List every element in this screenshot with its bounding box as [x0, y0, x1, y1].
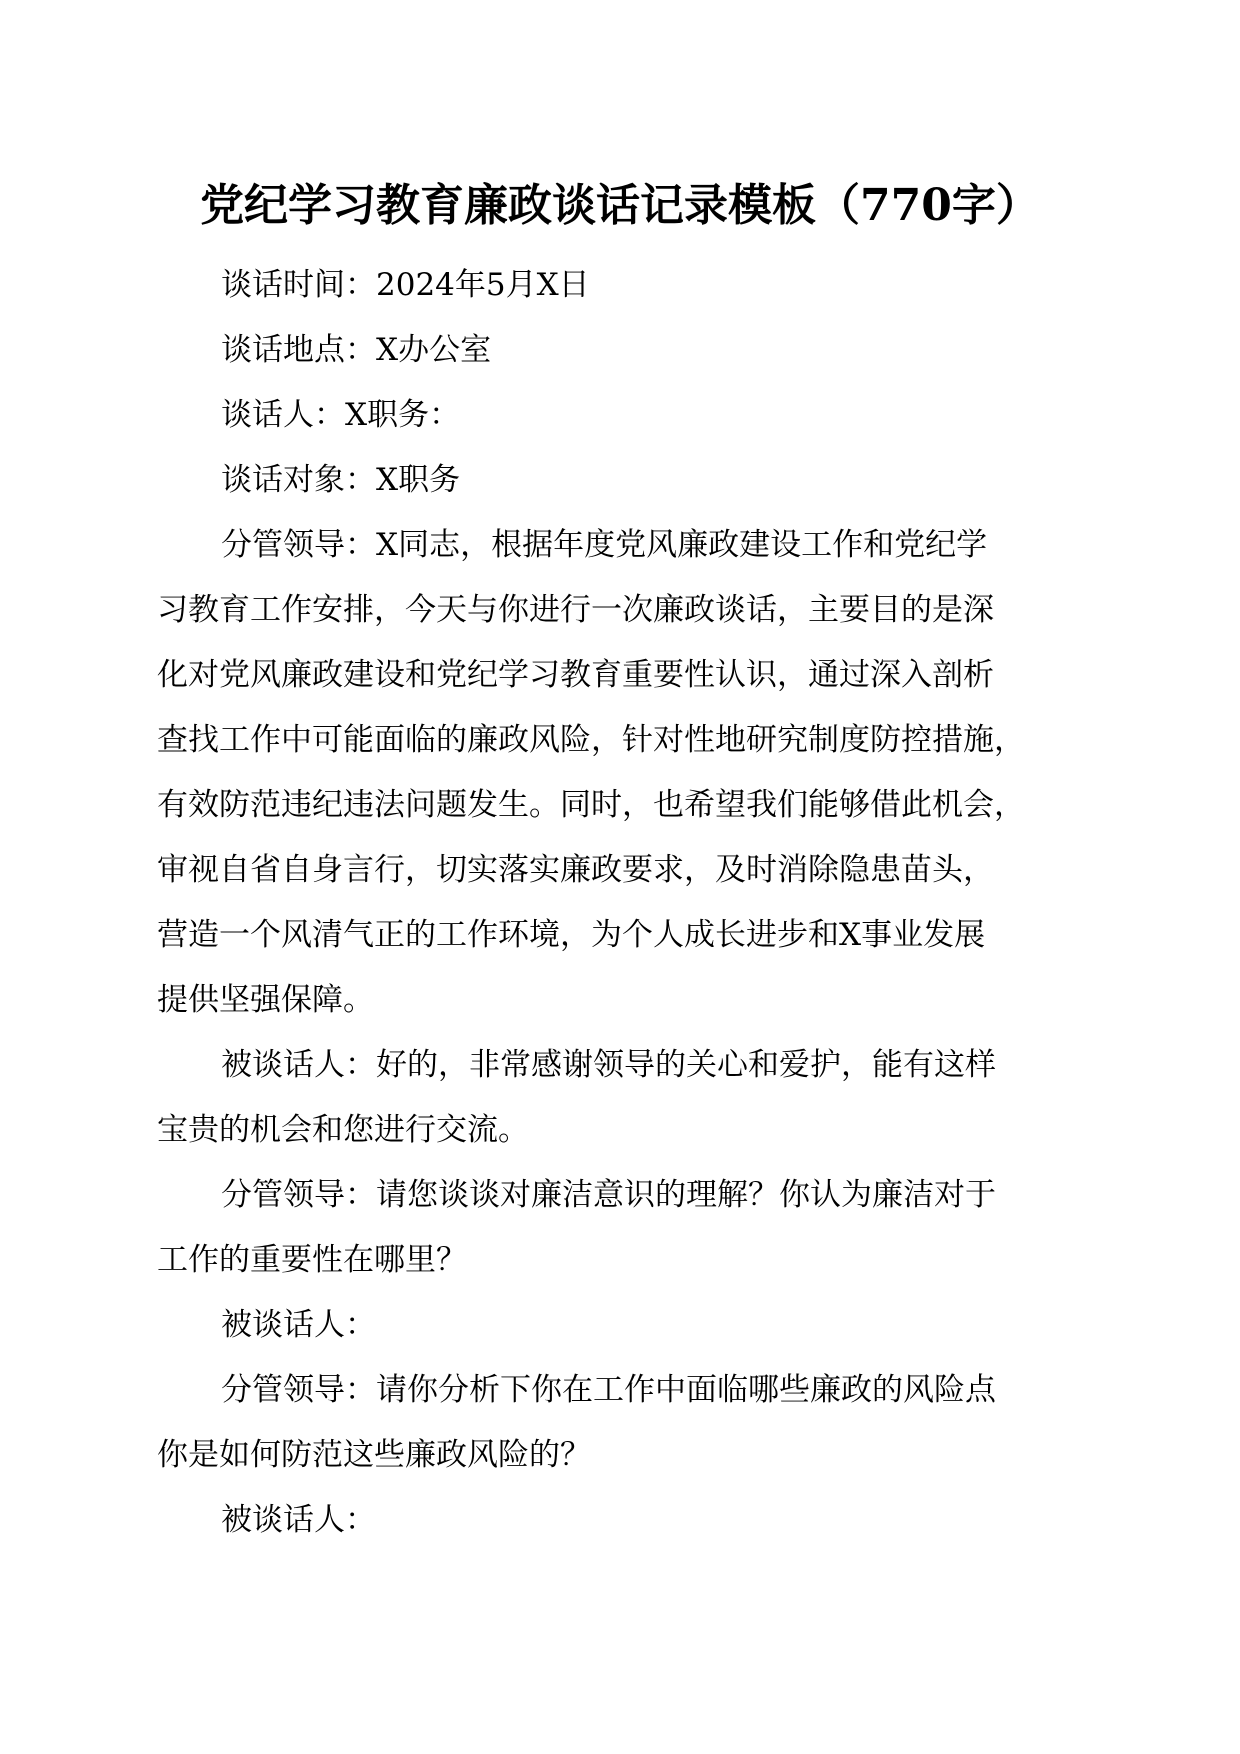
paragraph-line: 查找工作中可能面临的廉政风险，针对性地研究制度防控措施， [157, 722, 1025, 758]
paragraph-leader-question-1 [157, 1163, 1087, 1293]
paragraph-leader-opening [157, 513, 1087, 1033]
meta-target: 谈话对象：X职务 [221, 462, 461, 498]
paragraph-line: 有效防范违纪违法问题发生。同时，也希望我们能够借此机会， [157, 787, 1025, 823]
paragraph-line: 工作的重要性在哪里？ [157, 1242, 467, 1278]
paragraph-line: 分管领导：请你分析下你在工作中面临哪些廉政的风险点 [221, 1372, 996, 1408]
paragraph-line: 分管领导：请您谈谈对廉洁意识的理解？你认为廉洁对于 [221, 1177, 996, 1213]
meta-speaker: 谈话人：X职务： [221, 397, 461, 433]
paragraph-line: 提供坚强保障。 [157, 982, 374, 1018]
document-body [157, 253, 1087, 1553]
interviewee-reply-2: 被谈话人： [221, 1502, 376, 1538]
paragraph-interviewee-response [157, 1033, 1087, 1163]
paragraph-line: 被谈话人：好的，非常感谢领导的关心和爱护，能有这样 [221, 1047, 996, 1083]
paragraph-line: 审视自省自身言行，切实落实廉政要求，及时消除隐患苗头， [157, 852, 994, 888]
paragraph-line: 营造一个风清气正的工作环境，为个人成长进步和X事业发展 [157, 917, 986, 953]
interviewee-reply-1: 被谈话人： [221, 1307, 376, 1343]
paragraph-line: 宝贵的机会和您进行交流。 [157, 1112, 529, 1148]
meta-place: 谈话地点：X办公室 [221, 332, 492, 368]
paragraph-line: 你是如何防范这些廉政风险的？ [157, 1437, 591, 1473]
paragraph-line: 化对党风廉政建设和党纪学习教育重要性认识，通过深入剖析 [157, 657, 994, 693]
paragraph-leader-question-2 [157, 1358, 1087, 1488]
meta-time: 谈话时间：2024年5月X日 [221, 267, 590, 303]
paragraph-line: 分管领导：X同志，根据年度党风廉政建设工作和党纪学 [221, 527, 988, 563]
document-title: 党纪学习教育廉政谈话记录模板（770字） [200, 180, 1040, 231]
paragraph-line: 习教育工作安排，今天与你进行一次廉政谈话，主要目的是深 [157, 592, 994, 628]
